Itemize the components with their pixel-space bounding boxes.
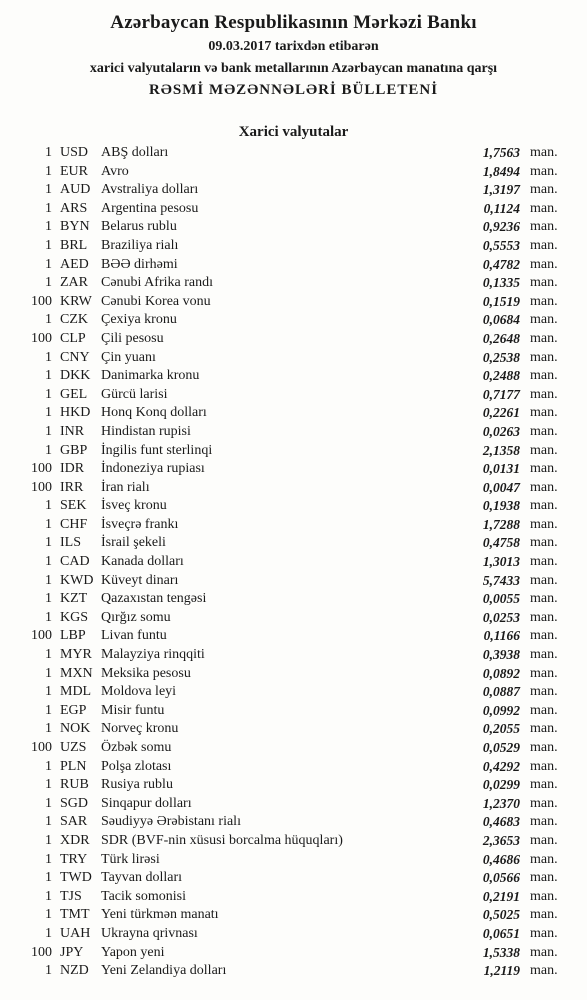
- nominal-cell: 100: [31, 628, 52, 644]
- unit-cell: man.: [530, 293, 558, 309]
- exchange-rate-list: [0, 144, 587, 981]
- rate-row: [0, 572, 587, 591]
- nominal-cell: 1: [45, 907, 52, 923]
- currency-code-cell: NZD: [60, 963, 89, 979]
- unit-cell: man.: [530, 944, 558, 960]
- rate-value-cell: 1,7288: [482, 516, 520, 532]
- nominal-cell: 1: [45, 888, 52, 904]
- unit-cell: man.: [530, 907, 558, 923]
- unit-cell: man.: [530, 609, 558, 625]
- currency-name-cell: Avstraliya dolları: [101, 182, 199, 198]
- rate-row: [0, 516, 587, 535]
- currency-code-cell: NOK: [60, 721, 91, 737]
- unit-cell: man.: [530, 888, 558, 904]
- rate-row: [0, 944, 587, 963]
- rate-value-cell: 0,2538: [482, 349, 520, 365]
- nominal-cell: 1: [45, 609, 52, 625]
- nominal-cell: 1: [45, 535, 52, 551]
- rate-row: [0, 534, 587, 553]
- unit-cell: man.: [530, 702, 558, 718]
- nominal-cell: 1: [45, 442, 52, 458]
- unit-cell: man.: [530, 349, 558, 365]
- currency-code-cell: TWD: [60, 870, 92, 886]
- currency-code-cell: TMT: [60, 907, 90, 923]
- nominal-cell: 1: [45, 758, 52, 774]
- nominal-cell: 1: [45, 851, 52, 867]
- rate-value-cell: 5,7433: [482, 572, 520, 588]
- unit-cell: man.: [530, 721, 558, 737]
- nominal-cell: 100: [31, 944, 52, 960]
- rate-row: [0, 200, 587, 219]
- unit-cell: man.: [530, 870, 558, 886]
- rate-row: [0, 832, 587, 851]
- currency-code-cell: CZK: [60, 312, 88, 328]
- currency-name-cell: Sinqapur dolları: [101, 795, 192, 811]
- rate-value-cell: 0,2648: [482, 330, 520, 346]
- currency-name-cell: Kanada dolları: [101, 554, 184, 570]
- rate-value-cell: 1,3013: [482, 554, 520, 570]
- effective-date: 09.03.2017 tarixdən etibarən: [208, 39, 379, 54]
- rate-value-cell: 0,0684: [482, 312, 520, 328]
- unit-cell: man.: [530, 628, 558, 644]
- nominal-cell: 1: [45, 256, 52, 272]
- rate-row: [0, 925, 587, 944]
- rate-row: [0, 256, 587, 275]
- rate-row: [0, 590, 587, 609]
- unit-cell: man.: [530, 516, 558, 532]
- rate-row: [0, 404, 587, 423]
- rate-value-cell: 0,1166: [483, 628, 520, 644]
- rate-row: [0, 869, 587, 888]
- rate-row: [0, 683, 587, 702]
- currency-code-cell: UAH: [60, 925, 91, 941]
- rate-value-cell: 2,1358: [482, 442, 520, 458]
- rate-row: [0, 627, 587, 646]
- currency-name-cell: ABŞ dolları: [101, 145, 169, 160]
- nominal-cell: 1: [45, 349, 52, 365]
- rate-value-cell: 1,2119: [483, 963, 520, 979]
- unit-cell: man.: [530, 665, 558, 681]
- unit-cell: man.: [530, 312, 558, 328]
- rate-row: [0, 906, 587, 925]
- unit-cell: man.: [530, 832, 558, 848]
- nominal-cell: 1: [45, 777, 52, 793]
- nominal-cell: 1: [45, 312, 52, 328]
- currency-name-cell: Cənubi Korea vonu: [101, 293, 211, 309]
- unit-cell: man.: [530, 479, 558, 495]
- rate-value-cell: 0,0263: [482, 423, 520, 439]
- currency-code-cell: PLN: [60, 758, 87, 774]
- unit-cell: man.: [530, 442, 558, 458]
- rate-value-cell: 1,3197: [482, 182, 520, 198]
- currency-code-cell: CLP: [60, 330, 86, 346]
- rate-row: [0, 720, 587, 739]
- unit-cell: man.: [530, 423, 558, 439]
- currency-name-cell: Cənubi Afrika randı: [101, 275, 213, 291]
- currency-code-cell: MDL: [60, 684, 92, 700]
- rate-value-cell: 0,1519: [482, 293, 520, 309]
- nominal-cell: 1: [45, 498, 52, 514]
- currency-name-cell: Argentina pesosu: [101, 200, 199, 216]
- currency-code-cell: JPY: [60, 944, 84, 960]
- currency-code-cell: KRW: [60, 293, 92, 309]
- rate-row: [0, 646, 587, 665]
- nominal-cell: 100: [31, 330, 52, 346]
- rate-value-cell: 0,0047: [482, 479, 520, 495]
- rate-row: [0, 293, 587, 312]
- currency-code-cell: IRR: [60, 479, 84, 495]
- rate-value-cell: 0,9236: [482, 219, 520, 235]
- rate-value-cell: 0,4758: [482, 535, 520, 551]
- currency-name-cell: Misir funtu: [101, 702, 165, 718]
- currency-code-cell: AED: [60, 256, 89, 272]
- rate-row: [0, 479, 587, 498]
- currency-name-cell: Yeni türkmən manatı: [101, 907, 219, 923]
- unit-cell: man.: [530, 758, 558, 774]
- currency-code-cell: AUD: [60, 182, 91, 198]
- nominal-cell: 100: [31, 293, 52, 309]
- rate-value-cell: 1,5338: [482, 944, 520, 960]
- nominal-cell: 100: [31, 479, 52, 495]
- rate-row: [0, 218, 587, 237]
- bank-title: Azərbaycan Respublikasının Mərkəzi Bankı: [110, 12, 477, 33]
- rate-row: [0, 962, 587, 981]
- currency-code-cell: KWD: [60, 572, 94, 588]
- rate-value-cell: 0,0299: [482, 777, 520, 793]
- rate-value-cell: 1,2370: [482, 795, 520, 811]
- rate-row: [0, 776, 587, 795]
- currency-code-cell: USD: [60, 145, 89, 160]
- nominal-cell: 1: [45, 832, 52, 848]
- unit-cell: man.: [530, 461, 558, 477]
- rate-row: [0, 163, 587, 182]
- currency-name-cell: Moldova leyi: [101, 684, 177, 700]
- rate-row: [0, 888, 587, 907]
- currency-code-cell: KZT: [60, 591, 88, 607]
- unit-cell: man.: [530, 145, 558, 160]
- nominal-cell: 1: [45, 386, 52, 402]
- currency-code-cell: ARS: [60, 200, 88, 216]
- rate-value-cell: 0,0055: [482, 591, 520, 607]
- currency-name-cell: Rusiya rublu: [101, 777, 173, 793]
- nominal-cell: 1: [45, 405, 52, 421]
- rate-value-cell: 0,7177: [482, 386, 520, 402]
- currency-name-cell: Livan funtu: [101, 628, 167, 644]
- rate-row: [0, 739, 587, 758]
- currency-code-cell: IDR: [60, 461, 85, 477]
- currency-code-cell: EGP: [60, 702, 87, 718]
- currency-code-cell: SEK: [60, 498, 87, 514]
- unit-cell: man.: [530, 219, 558, 235]
- rate-row: [0, 497, 587, 516]
- nominal-cell: 1: [45, 516, 52, 532]
- nominal-cell: 1: [45, 647, 52, 663]
- unit-cell: man.: [530, 498, 558, 514]
- rate-row: [0, 758, 587, 777]
- nominal-cell: 1: [45, 200, 52, 216]
- rate-value-cell: 0,4683: [482, 814, 520, 830]
- unit-cell: man.: [530, 963, 558, 979]
- rate-row: [0, 423, 587, 442]
- currency-code-cell: SGD: [60, 795, 89, 811]
- currency-name-cell: Yeni Zelandiya dolları: [101, 963, 227, 979]
- rate-row: [0, 609, 587, 628]
- currency-name-cell: İsveçrə frankı: [101, 516, 179, 532]
- unit-cell: man.: [530, 237, 558, 253]
- currency-code-cell: UZS: [60, 740, 87, 755]
- unit-cell: man.: [530, 814, 558, 830]
- unit-cell: man.: [530, 405, 558, 421]
- rate-value-cell: 0,1938: [482, 498, 520, 514]
- currency-name-cell: BƏƏ dirhəmi: [101, 256, 178, 272]
- currency-name-cell: Honq Konq dolları: [101, 405, 207, 421]
- rate-row: [0, 442, 587, 461]
- rate-row: [0, 553, 587, 572]
- currency-code-cell: SAR: [60, 814, 88, 830]
- currency-code-cell: EUR: [60, 163, 88, 179]
- rate-value-cell: 0,1124: [483, 200, 520, 216]
- bulletin-subtitle: xarici valyutaların və bank metallarının Azərbaycan manatına qarşı: [89, 61, 498, 76]
- rate-value-cell: 0,0892: [482, 665, 520, 681]
- currency-name-cell: Tacik somonisi: [101, 888, 186, 904]
- rate-value-cell: 0,0651: [482, 925, 520, 941]
- nominal-cell: 1: [45, 423, 52, 439]
- rate-value-cell: 0,4782: [482, 256, 520, 272]
- rate-value-cell: 0,0253: [482, 609, 520, 625]
- currency-name-cell: Hindistan rupisi: [101, 423, 191, 439]
- nominal-cell: 1: [45, 145, 52, 160]
- unit-cell: man.: [530, 740, 558, 755]
- unit-cell: man.: [530, 368, 558, 384]
- currency-code-cell: LBP: [60, 628, 86, 644]
- currency-code-cell: MXN: [60, 665, 93, 681]
- currency-code-cell: BRL: [60, 237, 88, 253]
- nominal-cell: 1: [45, 237, 52, 253]
- rate-value-cell: 0,4686: [482, 851, 520, 867]
- rate-value-cell: 0,0992: [482, 702, 520, 718]
- rate-row: [0, 851, 587, 870]
- nominal-cell: 1: [45, 591, 52, 607]
- nominal-cell: 1: [45, 702, 52, 718]
- currency-name-cell: İndoneziya rupiası: [101, 461, 205, 477]
- nominal-cell: 1: [45, 275, 52, 291]
- rate-value-cell: 0,4292: [482, 758, 520, 774]
- currency-code-cell: GEL: [60, 386, 88, 402]
- unit-cell: man.: [530, 200, 558, 216]
- nominal-cell: 100: [31, 461, 52, 477]
- currency-name-cell: Yapon yeni: [101, 944, 165, 960]
- currency-name-cell: Norveç kronu: [101, 721, 179, 737]
- unit-cell: man.: [530, 795, 558, 811]
- currency-code-cell: RUB: [60, 777, 89, 793]
- currency-name-cell: Danimarka kronu: [101, 368, 200, 384]
- rate-value-cell: 0,5025: [482, 907, 520, 923]
- currency-code-cell: MYR: [60, 647, 92, 663]
- currency-name-cell: Braziliya rialı: [101, 237, 179, 253]
- currency-code-cell: BYN: [60, 219, 90, 235]
- rate-value-cell: 2,3653: [482, 832, 520, 848]
- unit-cell: man.: [530, 591, 558, 607]
- unit-cell: man.: [530, 182, 558, 198]
- unit-cell: man.: [530, 163, 558, 179]
- currency-name-cell: Ukrayna qrivnası: [101, 925, 198, 941]
- nominal-cell: 1: [45, 795, 52, 811]
- unit-cell: man.: [530, 275, 558, 291]
- rate-row: [0, 367, 587, 386]
- unit-cell: man.: [530, 535, 558, 551]
- currency-code-cell: TJS: [60, 888, 82, 904]
- unit-cell: man.: [530, 330, 558, 346]
- currency-name-cell: İsrail şekeli: [101, 535, 166, 551]
- currency-name-cell: İngilis funt sterlinqi: [101, 442, 213, 458]
- nominal-cell: 1: [45, 182, 52, 198]
- rate-value-cell: 0,2055: [482, 721, 520, 737]
- currency-name-cell: Tayvan dolları: [101, 870, 183, 886]
- rate-value-cell: 0,1335: [482, 275, 520, 291]
- rate-value-cell: 0,5553: [482, 237, 520, 253]
- rate-row: [0, 274, 587, 293]
- rate-row: [0, 460, 587, 479]
- currency-code-cell: CAD: [60, 554, 90, 570]
- rate-row: [0, 330, 587, 349]
- rate-row: [0, 349, 587, 368]
- unit-cell: man.: [530, 777, 558, 793]
- rate-row: [0, 665, 587, 684]
- unit-cell: man.: [530, 572, 558, 588]
- rate-row: [0, 702, 587, 721]
- currency-name-cell: Belarus rublu: [101, 219, 177, 235]
- currency-name-cell: Küveyt dinarı: [101, 572, 179, 588]
- rate-value-cell: 1,8494: [482, 163, 520, 179]
- rate-value-cell: 1,7563: [482, 145, 520, 160]
- currency-code-cell: GBP: [60, 442, 88, 458]
- rate-value-cell: 0,2261: [482, 405, 520, 421]
- section-title-foreign-currencies: Xarici valyutalar: [238, 124, 349, 140]
- rate-value-cell: 0,0566: [482, 870, 520, 886]
- unit-cell: man.: [530, 647, 558, 663]
- nominal-cell: 1: [45, 721, 52, 737]
- currency-code-cell: KGS: [60, 609, 89, 625]
- currency-name-cell: Özbək somu: [101, 740, 172, 755]
- currency-name-cell: Meksika pesosu: [101, 665, 191, 681]
- bulletin-title: RƏSMİ MƏZƏNNƏLƏRİ BÜLLETENİ: [148, 82, 439, 98]
- currency-name-cell: İsveç kronu: [101, 498, 167, 514]
- currency-code-cell: ZAR: [60, 275, 88, 291]
- currency-name-cell: Türk lirəsi: [101, 851, 160, 867]
- nominal-cell: 100: [31, 740, 52, 755]
- rate-row: [0, 144, 587, 163]
- rate-value-cell: 0,3938: [482, 647, 520, 663]
- currency-name-cell: Çili pesosu: [101, 330, 164, 346]
- currency-name-cell: Qazaxıstan tengəsi: [101, 591, 207, 607]
- unit-cell: man.: [530, 256, 558, 272]
- rate-row: [0, 311, 587, 330]
- rate-value-cell: 0,0887: [482, 684, 520, 700]
- nominal-cell: 1: [45, 665, 52, 681]
- unit-cell: man.: [530, 925, 558, 941]
- rate-row: [0, 813, 587, 832]
- unit-cell: man.: [530, 684, 558, 700]
- currency-name-cell: SDR (BVF-nin xüsusi borcalma hüquqları): [101, 832, 343, 848]
- rate-row: [0, 386, 587, 405]
- currency-name-cell: Avro: [101, 163, 129, 179]
- nominal-cell: 1: [45, 554, 52, 570]
- rate-value-cell: 0,2488: [482, 368, 520, 384]
- currency-code-cell: INR: [60, 423, 85, 439]
- nominal-cell: 1: [45, 219, 52, 235]
- currency-name-cell: Malayziya rinqqiti: [101, 647, 205, 663]
- currency-name-cell: Səudiyyə Ərəbistanı rialı: [101, 814, 241, 830]
- rate-row: [0, 237, 587, 256]
- currency-name-cell: İran rialı: [101, 479, 150, 495]
- nominal-cell: 1: [45, 963, 52, 979]
- rate-row: [0, 795, 587, 814]
- rate-value-cell: 0,2191: [482, 888, 520, 904]
- nominal-cell: 1: [45, 163, 52, 179]
- currency-name-cell: Çin yuanı: [101, 349, 156, 365]
- nominal-cell: 1: [45, 572, 52, 588]
- currency-code-cell: HKD: [60, 405, 91, 421]
- nominal-cell: 1: [45, 814, 52, 830]
- rate-value-cell: 0,0529: [482, 740, 520, 755]
- nominal-cell: 1: [45, 368, 52, 384]
- currency-name-cell: Polşa zlotası: [101, 758, 172, 774]
- nominal-cell: 1: [45, 925, 52, 941]
- currency-code-cell: TRY: [60, 851, 88, 867]
- currency-code-cell: ILS: [60, 535, 81, 551]
- currency-code-cell: DKK: [60, 368, 91, 384]
- rate-value-cell: 0,0131: [482, 461, 520, 477]
- rate-row: [0, 181, 587, 200]
- currency-code-cell: CNY: [60, 349, 90, 365]
- nominal-cell: 1: [45, 870, 52, 886]
- currency-code-cell: CHF: [60, 516, 88, 532]
- currency-name-cell: Qırğız somu: [101, 609, 171, 625]
- unit-cell: man.: [530, 554, 558, 570]
- currency-name-cell: Çexiya kronu: [101, 312, 177, 328]
- unit-cell: man.: [530, 386, 558, 402]
- currency-name-cell: Gürcü larisi: [101, 386, 168, 402]
- unit-cell: man.: [530, 851, 558, 867]
- nominal-cell: 1: [45, 684, 52, 700]
- currency-code-cell: XDR: [60, 832, 90, 848]
